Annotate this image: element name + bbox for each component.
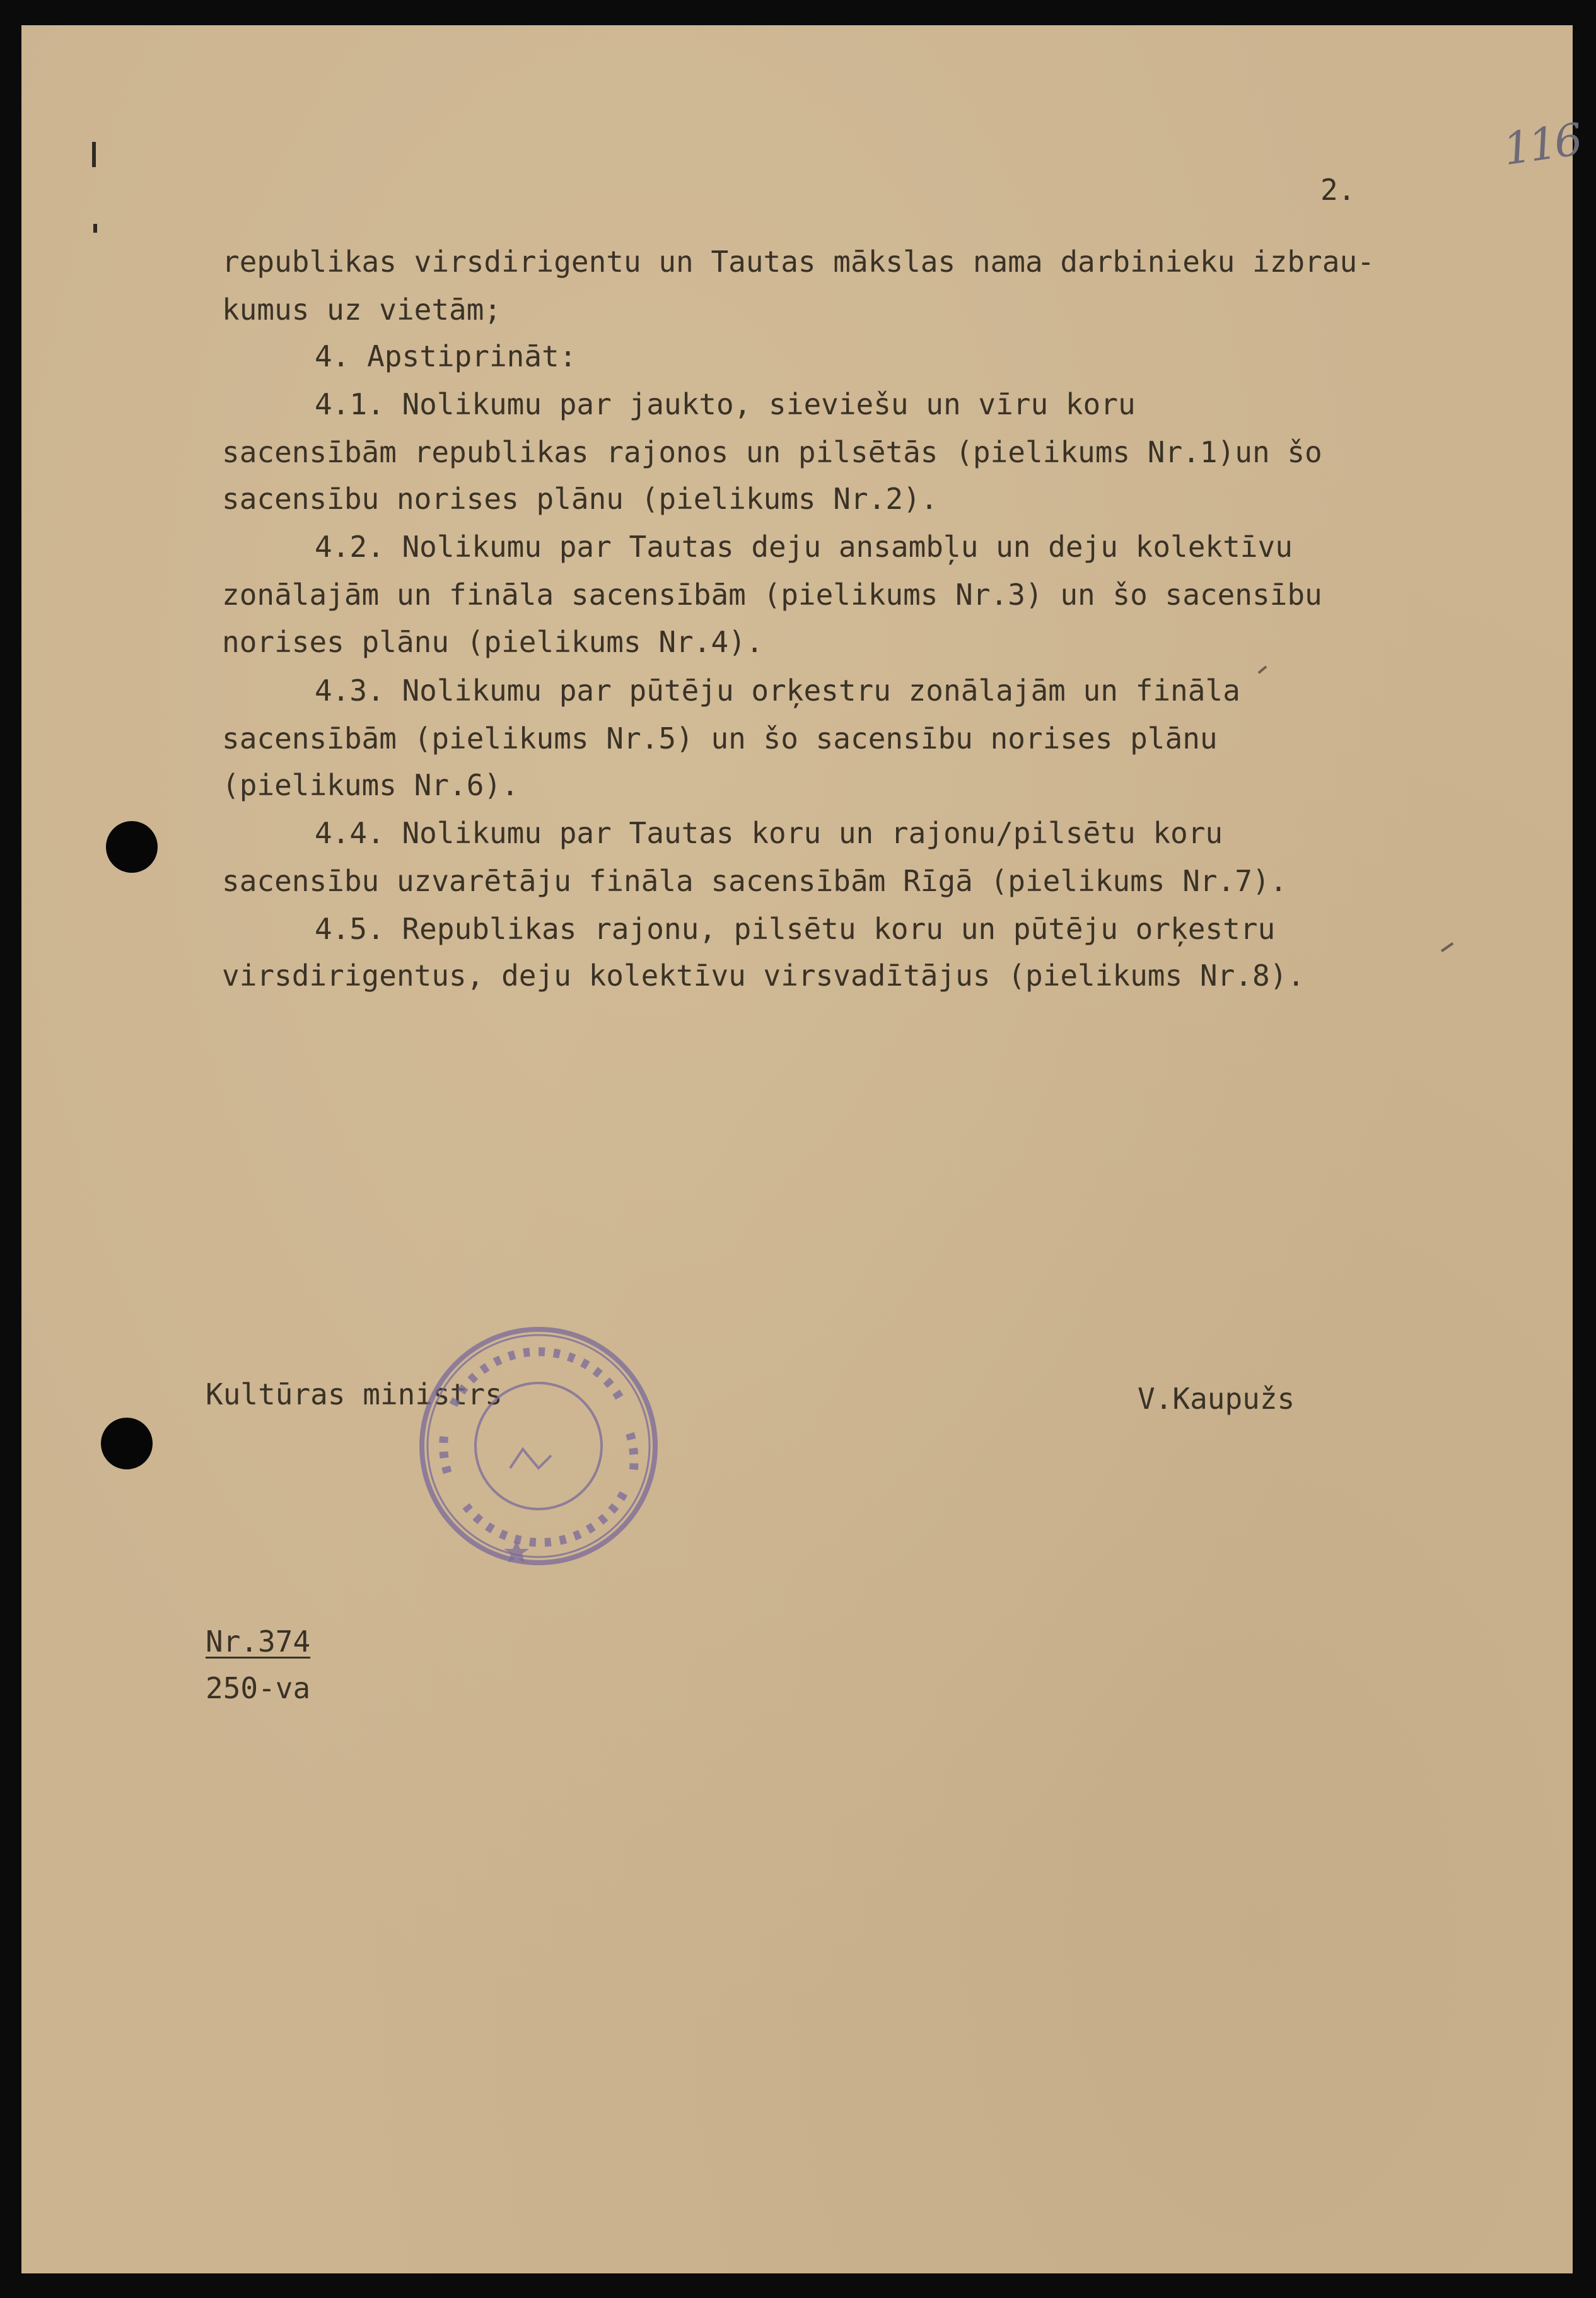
body-line: republikas virsdirigentu un Tautas mākslas nama darbinieku izbrau- [222,245,1375,279]
body-line: 4.1. Nolikumu par jaukto, sieviešu un vīru koru [315,387,1136,421]
body-line: sacensību norises plānu (pielikums Nr.2). [222,482,938,516]
body-line: 4.5. Republikas rajonu, pilsētu koru un pūtēju orķestru [315,912,1276,946]
page-number: 2. [1320,173,1356,207]
official-stamp [416,1323,661,1569]
body-line: 4.3. Nolikumu par pūtēju orķestru zonālajām un fināla [315,674,1240,708]
body-line: 4.2. Nolikumu par Tautas deju ansambļu un deju kolektīvu [315,530,1293,564]
folio-number: 116 [1500,113,1583,176]
document-page [21,25,1583,2273]
document-number: Nr.374 [206,1624,311,1659]
signatory-name: V.Kaupužs [1138,1382,1295,1416]
margin-mark [92,142,96,167]
margin-mark [93,224,97,233]
body-line: sacensībām (pielikums Nr.5) un šo sacensību norises plānu [222,721,1218,755]
body-line: kumus uz vietām; [222,293,502,327]
body-line: zonālajām un fināla sacensībām (pielikums Nr.3) un šo sacensību [222,578,1322,612]
signatory-title: Kultūras ministrs [206,1377,503,1411]
pen-mark [1258,665,1267,674]
punch-hole [101,1418,153,1469]
body-line: virsdirigentus, deju kolektīvu virsvadītājus (pielikums Nr.8). [222,959,1305,993]
punch-hole [106,821,158,873]
body-line: norises plānu (pielikums Nr.4). [222,625,764,659]
body-line: sacensībām republikas rajonos un pilsētās (pielikums Nr.1)un šo [222,435,1322,469]
body-line: 4.4. Nolikumu par Tautas koru un rajonu/pilsētu koru [315,816,1223,850]
document-code: 250-va [206,1671,311,1705]
body-line: sacensību uzvarētāju fināla sacensībām Rīgā (pielikums Nr.7). [222,864,1288,898]
pen-mark [1441,942,1453,952]
body-line: (pielikums Nr.6). [222,768,519,802]
body-line: 4. Apstiprināt: [315,339,577,373]
